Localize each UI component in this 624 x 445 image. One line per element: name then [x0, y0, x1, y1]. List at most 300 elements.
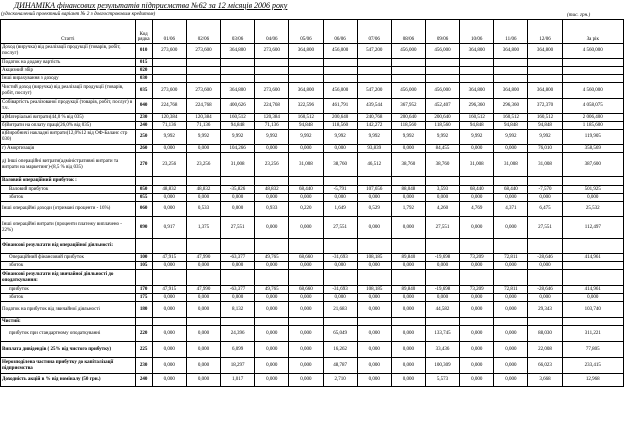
- row-total-cell: 358,569: [562, 145, 623, 153]
- row-total-cell: 112,497: [562, 217, 623, 239]
- row-value-cell: 9,992: [460, 130, 494, 145]
- row-value-cell: 364,800: [494, 83, 528, 99]
- row-value-cell: 0,000: [391, 326, 425, 342]
- row-value-cell: 456,000: [323, 44, 357, 59]
- row-code: [135, 239, 152, 254]
- row-value-cell: 322,596: [289, 99, 323, 114]
- table-row: [1, 294, 624, 302]
- row-value-cell: 23,256: [152, 153, 186, 177]
- row-value-cell: 0,000: [289, 145, 323, 153]
- row-value-cell: 0,000: [152, 294, 186, 302]
- row-value-cell: 364,800: [289, 83, 323, 99]
- row-label: Інші операційні витрати (проценти платежу виплачено - 22%): [1, 217, 136, 239]
- row-value-cell: 0,917: [152, 217, 186, 239]
- row-value-cell: [152, 177, 186, 186]
- table-row: [1, 286, 624, 294]
- row-value-cell: 3,668: [528, 374, 562, 387]
- row-label: в)Виробничі накладні витрати(12,0%12 від ОФ-Баланс стр 030): [1, 130, 136, 145]
- row-value-cell: -31,693: [323, 254, 357, 262]
- row-code: [135, 318, 152, 326]
- row-value-cell: 27,551: [323, 217, 357, 239]
- row-total-cell: 4 560,000: [562, 44, 623, 59]
- row-value-cell: 23,256: [255, 153, 289, 177]
- row-value-cell: 160,512: [221, 114, 255, 122]
- header-period: 10/06: [460, 20, 494, 44]
- row-code: 225: [135, 342, 152, 358]
- row-value-cell: 27,551: [221, 217, 255, 239]
- row-code: 055: [135, 194, 152, 202]
- row-code: 180: [135, 302, 152, 318]
- row-code: [135, 270, 152, 286]
- table-row: [1, 186, 624, 194]
- row-value-cell: 0,000: [494, 262, 528, 270]
- row-value-cell: 44,582: [425, 302, 459, 318]
- row-value-cell: [221, 318, 255, 326]
- row-value-cell: [460, 239, 494, 254]
- row-label: д) Інші операційні витрати(адміністративні витрати та витрати на маркетинг)-(8,5 % від 035): [1, 153, 136, 177]
- row-value-cell: 0,000: [323, 194, 357, 202]
- row-value-cell: 0,000: [391, 302, 425, 318]
- row-code: 050: [135, 186, 152, 194]
- row-value-cell: [152, 318, 186, 326]
- row-value-cell: [323, 270, 357, 286]
- row-label: Доход (виручка) від реалізації продукції (товарів, робіт, послуг): [1, 44, 136, 59]
- row-value-cell: [221, 75, 255, 83]
- row-code: 230: [135, 358, 152, 374]
- table-row: [1, 254, 624, 262]
- table-row: [1, 239, 624, 254]
- row-value-cell: 0,000: [460, 194, 494, 202]
- row-value-cell: 21,683: [323, 302, 357, 318]
- row-code: 220: [135, 326, 152, 342]
- row-value-cell: 296,360: [494, 99, 528, 114]
- row-value-cell: 89,840: [391, 254, 425, 262]
- row-value-cell: 0,000: [186, 302, 220, 318]
- row-value-cell: [425, 59, 459, 67]
- row-code: 260: [135, 145, 152, 153]
- row-value-cell: 46,512: [357, 153, 391, 177]
- row-value-cell: 364,800: [528, 44, 562, 59]
- row-code: 010: [135, 44, 152, 59]
- header-period: 02/06: [186, 20, 220, 44]
- row-value-cell: 0,000: [357, 374, 391, 387]
- row-value-cell: 49,765: [255, 286, 289, 294]
- row-value-cell: 0,533: [186, 202, 220, 217]
- row-value-cell: [221, 270, 255, 286]
- row-code: 030: [135, 75, 152, 83]
- row-value-cell: 68,660: [289, 254, 323, 262]
- row-value-cell: 47,915: [152, 286, 186, 294]
- row-value-cell: 0,000: [186, 358, 220, 374]
- row-value-cell: 296,360: [460, 99, 494, 114]
- row-label: Інші вирахування з доходу: [1, 75, 136, 83]
- row-value-cell: 0,000: [357, 294, 391, 302]
- row-value-cell: 0,000: [289, 262, 323, 270]
- row-value-cell: 456,000: [323, 83, 357, 99]
- row-value-cell: [528, 67, 562, 75]
- row-value-cell: 364,800: [460, 44, 494, 59]
- row-value-cell: 372,370: [528, 99, 562, 114]
- row-value-cell: [494, 177, 528, 186]
- row-value-cell: 0,000: [255, 374, 289, 387]
- row-value-cell: 0,000: [357, 217, 391, 239]
- row-value-cell: 5,573: [425, 374, 459, 387]
- row-value-cell: -19,698: [425, 286, 459, 294]
- row-value-cell: [289, 67, 323, 75]
- row-value-cell: 9,992: [357, 130, 391, 145]
- row-value-cell: [357, 67, 391, 75]
- row-value-cell: [528, 239, 562, 254]
- row-value-cell: 0,000: [186, 262, 220, 270]
- row-value-cell: 38,760: [323, 153, 357, 177]
- row-total-cell: 233,415: [562, 358, 623, 374]
- row-value-cell: 9,992: [255, 130, 289, 145]
- row-value-cell: 48,787: [323, 358, 357, 374]
- row-value-cell: 456,000: [391, 83, 425, 99]
- row-value-cell: [186, 270, 220, 286]
- row-value-cell: 1,649: [323, 202, 357, 217]
- row-value-cell: 1,375: [186, 217, 220, 239]
- row-value-cell: 31,008: [221, 153, 255, 177]
- row-code: 250: [135, 130, 152, 145]
- row-value-cell: 0,000: [391, 294, 425, 302]
- row-label: прибуток при стандартному оподаткуванні: [1, 326, 136, 342]
- row-value-cell: 66,023: [528, 358, 562, 374]
- row-value-cell: [255, 59, 289, 67]
- row-value-cell: 0,000: [460, 294, 494, 302]
- row-value-cell: [391, 75, 425, 83]
- row-value-cell: 456,000: [425, 83, 459, 99]
- row-value-cell: 71,136: [255, 122, 289, 130]
- row-label: Виплата дивідендів ( 25% від чистого прибутку): [1, 342, 136, 358]
- row-value-cell: 0,000: [460, 374, 494, 387]
- header-period: 03/06: [221, 20, 255, 44]
- row-label: Інші операційні доходи (отримані проценти - 16%): [1, 202, 136, 217]
- row-value-cell: 47,990: [186, 286, 220, 294]
- row-value-cell: 0,000: [289, 217, 323, 239]
- row-value-cell: 104,266: [221, 145, 255, 153]
- row-value-cell: 9,992: [425, 130, 459, 145]
- row-value-cell: 0,000: [186, 374, 220, 387]
- row-value-cell: 73,209: [460, 286, 494, 294]
- row-value-cell: 273,600: [255, 83, 289, 99]
- row-value-cell: [357, 239, 391, 254]
- row-value-cell: 24,396: [221, 326, 255, 342]
- row-total-cell: 311,221: [562, 326, 623, 342]
- row-value-cell: [494, 270, 528, 286]
- row-value-cell: 0,000: [186, 342, 220, 358]
- row-value-cell: [425, 318, 459, 326]
- row-total-cell: [562, 270, 623, 286]
- table-row: [1, 44, 624, 59]
- row-value-cell: [289, 239, 323, 254]
- row-value-cell: 0,000: [357, 358, 391, 374]
- row-value-cell: 367,952: [391, 99, 425, 114]
- row-value-cell: 160,512: [528, 114, 562, 122]
- row-code: 240: [135, 122, 152, 130]
- row-value-cell: 72,811: [494, 286, 528, 294]
- row-value-cell: 0,000: [152, 326, 186, 342]
- row-value-cell: 22,008: [528, 342, 562, 358]
- row-value-cell: 0,000: [460, 358, 494, 374]
- row-value-cell: 9,992: [323, 130, 357, 145]
- row-value-cell: [289, 318, 323, 326]
- table-row: [1, 302, 624, 318]
- row-value-cell: [460, 67, 494, 75]
- row-value-cell: 224,768: [186, 99, 220, 114]
- row-value-cell: 6,099: [221, 342, 255, 358]
- header-period: 05/06: [289, 20, 323, 44]
- row-value-cell: 9,992: [391, 130, 425, 145]
- row-value-cell: 0,000: [460, 262, 494, 270]
- row-value-cell: [357, 177, 391, 186]
- row-total-cell: 103,740: [562, 302, 623, 318]
- row-value-cell: 273,600: [152, 44, 186, 59]
- row-value-cell: 76,010: [528, 145, 562, 153]
- row-value-cell: 273,600: [152, 83, 186, 99]
- row-value-cell: 0,000: [494, 194, 528, 202]
- row-value-cell: 0,000: [152, 202, 186, 217]
- row-total-cell: 119,905: [562, 130, 623, 145]
- row-label: збиток: [1, 194, 136, 202]
- row-label: Собівартість реалізованої продукції (товарів, робіт, послуг) в т.ч.: [1, 99, 136, 114]
- row-value-cell: 100,309: [425, 358, 459, 374]
- row-value-cell: [391, 270, 425, 286]
- row-value-cell: 0,000: [221, 194, 255, 202]
- row-value-cell: 38,760: [391, 153, 425, 177]
- row-label: Акцизний збір: [1, 67, 136, 75]
- row-value-cell: [391, 318, 425, 326]
- row-value-cell: [323, 239, 357, 254]
- row-value-cell: 0,000: [152, 145, 186, 153]
- row-value-cell: 0,000: [289, 342, 323, 358]
- row-value-cell: 0,000: [221, 294, 255, 302]
- row-code: 100: [135, 254, 152, 262]
- row-value-cell: 72,811: [494, 254, 528, 262]
- row-value-cell: 88,048: [391, 186, 425, 194]
- row-value-cell: [494, 59, 528, 67]
- row-value-cell: 0,000: [152, 194, 186, 202]
- row-value-cell: 0,000: [152, 358, 186, 374]
- row-value-cell: 0,000: [528, 194, 562, 202]
- row-value-cell: 118,560: [425, 122, 459, 130]
- header-period: 08/06: [391, 20, 425, 44]
- row-value-cell: [460, 75, 494, 83]
- row-value-cell: 0,000: [391, 358, 425, 374]
- row-value-cell: 0,000: [152, 262, 186, 270]
- row-label: Валовий операційний прибуток :: [1, 177, 136, 186]
- row-total-cell: [562, 262, 623, 270]
- row-label: Нерозподілена частина прибутку до капіталізації підприємства: [1, 358, 136, 374]
- row-value-cell: [357, 75, 391, 83]
- row-value-cell: 547,200: [357, 44, 391, 59]
- row-value-cell: [494, 67, 528, 75]
- table-row: [1, 358, 624, 374]
- row-value-cell: 84,455: [425, 145, 459, 153]
- row-value-cell: 47,990: [186, 254, 220, 262]
- row-value-cell: 47,915: [152, 254, 186, 262]
- row-value-cell: 456,000: [391, 44, 425, 59]
- header-period: 06/06: [323, 20, 357, 44]
- row-value-cell: [186, 67, 220, 75]
- table-row: [1, 75, 624, 83]
- row-value-cell: 364,800: [221, 83, 255, 99]
- row-value-cell: [528, 75, 562, 83]
- row-value-cell: [528, 270, 562, 286]
- row-total-cell: 25,532: [562, 202, 623, 217]
- row-value-cell: 0,000: [391, 374, 425, 387]
- row-value-cell: 0,000: [357, 342, 391, 358]
- row-value-cell: 27,551: [528, 217, 562, 239]
- row-value-cell: [425, 67, 459, 75]
- row-value-cell: [152, 67, 186, 75]
- row-value-cell: 108,185: [357, 254, 391, 262]
- row-value-cell: [255, 239, 289, 254]
- units-label: (тис. грн.): [567, 12, 591, 18]
- row-value-cell: 68,440: [289, 186, 323, 194]
- row-value-cell: 0,000: [323, 145, 357, 153]
- row-value-cell: 0,000: [289, 194, 323, 202]
- row-value-cell: [391, 59, 425, 67]
- row-value-cell: 9,992: [528, 130, 562, 145]
- row-label: прибуток: [1, 286, 136, 294]
- row-value-cell: 68,440: [494, 186, 528, 194]
- row-value-cell: [289, 75, 323, 83]
- row-value-cell: 94,848: [221, 122, 255, 130]
- row-value-cell: 0,000: [186, 326, 220, 342]
- row-value-cell: -31,693: [323, 286, 357, 294]
- row-value-cell: 0,000: [494, 294, 528, 302]
- row-value-cell: 9,992: [221, 130, 255, 145]
- row-value-cell: 0,000: [494, 358, 528, 374]
- row-value-cell: 0,000: [528, 262, 562, 270]
- row-value-cell: 88,030: [528, 326, 562, 342]
- row-value-cell: 547,200: [357, 83, 391, 99]
- row-value-cell: 3,593: [425, 186, 459, 194]
- row-value-cell: 0,000: [255, 194, 289, 202]
- report-subtitle: (удосконалений проектний варіант № 2 з довгостроковим кредитом): [1, 11, 156, 17]
- row-value-cell: [289, 177, 323, 186]
- row-label: Податок на прибуток від звичайної діяльності: [1, 302, 136, 318]
- row-value-cell: 71,136: [152, 122, 186, 130]
- table-row: [1, 67, 624, 75]
- row-value-cell: 0,000: [494, 302, 528, 318]
- row-label: Операційний фінансовий прибуток: [1, 254, 136, 262]
- row-value-cell: 68,440: [460, 186, 494, 194]
- row-value-cell: [494, 239, 528, 254]
- row-total-cell: 77,805: [562, 342, 623, 358]
- row-total-cell: 4 560,000: [562, 83, 623, 99]
- row-code: 060: [135, 202, 152, 217]
- row-value-cell: 364,800: [221, 44, 255, 59]
- row-value-cell: [152, 59, 186, 67]
- row-code: [135, 177, 152, 186]
- row-value-cell: 94,848: [528, 122, 562, 130]
- row-value-cell: [323, 177, 357, 186]
- row-value-cell: 94,848: [460, 122, 494, 130]
- row-code: 020: [135, 67, 152, 75]
- row-value-cell: 0,000: [152, 302, 186, 318]
- row-value-cell: 456,000: [425, 44, 459, 59]
- row-value-cell: [391, 67, 425, 75]
- row-value-cell: 38,760: [425, 153, 459, 177]
- row-value-cell: 0,000: [186, 294, 220, 302]
- row-value-cell: 0,000: [528, 294, 562, 302]
- row-value-cell: [494, 75, 528, 83]
- row-value-cell: 364,800: [528, 83, 562, 99]
- row-value-cell: 89,840: [391, 286, 425, 294]
- row-value-cell: 120,384: [152, 114, 186, 122]
- row-value-cell: [289, 59, 323, 67]
- row-value-cell: 0,000: [289, 358, 323, 374]
- row-label: Чистий доход (виручка) від реалізації продукції (товарів, робіт, послуг): [1, 83, 136, 99]
- row-value-cell: 200,640: [391, 114, 425, 122]
- table-row: [1, 202, 624, 217]
- row-value-cell: 93,839: [357, 145, 391, 153]
- row-value-cell: 0,000: [494, 374, 528, 387]
- table-row: [1, 177, 624, 186]
- row-value-cell: 224,768: [152, 99, 186, 114]
- row-code: 035: [135, 83, 152, 99]
- row-value-cell: [460, 270, 494, 286]
- row-label: б)Витрати на оплату праці(26,0% від 035): [1, 122, 136, 130]
- row-value-cell: 31,008: [460, 153, 494, 177]
- header-period: 07/06: [357, 20, 391, 44]
- row-value-cell: 23,256: [186, 153, 220, 177]
- row-value-cell: 0,000: [255, 262, 289, 270]
- row-value-cell: -35,826: [221, 186, 255, 194]
- row-value-cell: [221, 177, 255, 186]
- row-value-cell: [528, 318, 562, 326]
- table-row: [1, 99, 624, 114]
- row-total-cell: [562, 75, 623, 83]
- table-row: [1, 326, 624, 342]
- row-value-cell: 0,000: [255, 217, 289, 239]
- row-value-cell: 364,800: [494, 44, 528, 59]
- row-total-cell: 414,961: [562, 254, 623, 262]
- row-value-cell: 1,017: [221, 374, 255, 387]
- row-value-cell: 118,560: [391, 122, 425, 130]
- row-value-cell: 4,769: [460, 202, 494, 217]
- row-total-cell: 0,000: [562, 194, 623, 202]
- row-value-cell: [425, 75, 459, 83]
- row-label: а)Матеріальні витрати(44,0 % від 035): [1, 114, 136, 122]
- header-period: 12/06: [528, 20, 562, 44]
- results-table: [0, 19, 624, 387]
- row-code: 175: [135, 294, 152, 302]
- row-value-cell: 0,000: [494, 342, 528, 358]
- row-value-cell: [391, 177, 425, 186]
- table-row: [1, 217, 624, 239]
- row-value-cell: 439,544: [357, 99, 391, 114]
- row-value-cell: [186, 239, 220, 254]
- row-value-cell: 31,008: [494, 153, 528, 177]
- table-row: [1, 342, 624, 358]
- row-value-cell: 9,992: [186, 130, 220, 145]
- row-value-cell: 0,000: [391, 217, 425, 239]
- row-value-cell: 200,640: [323, 114, 357, 122]
- row-value-cell: 133,745: [425, 326, 459, 342]
- row-value-cell: [357, 318, 391, 326]
- row-value-cell: 0,000: [494, 217, 528, 239]
- row-value-cell: [391, 239, 425, 254]
- row-value-cell: [152, 75, 186, 83]
- row-value-cell: 120,384: [255, 114, 289, 122]
- row-value-cell: 65,049: [323, 326, 357, 342]
- row-value-cell: -5,791: [323, 186, 357, 194]
- row-value-cell: 2,710: [323, 374, 357, 387]
- table-row: [1, 145, 624, 153]
